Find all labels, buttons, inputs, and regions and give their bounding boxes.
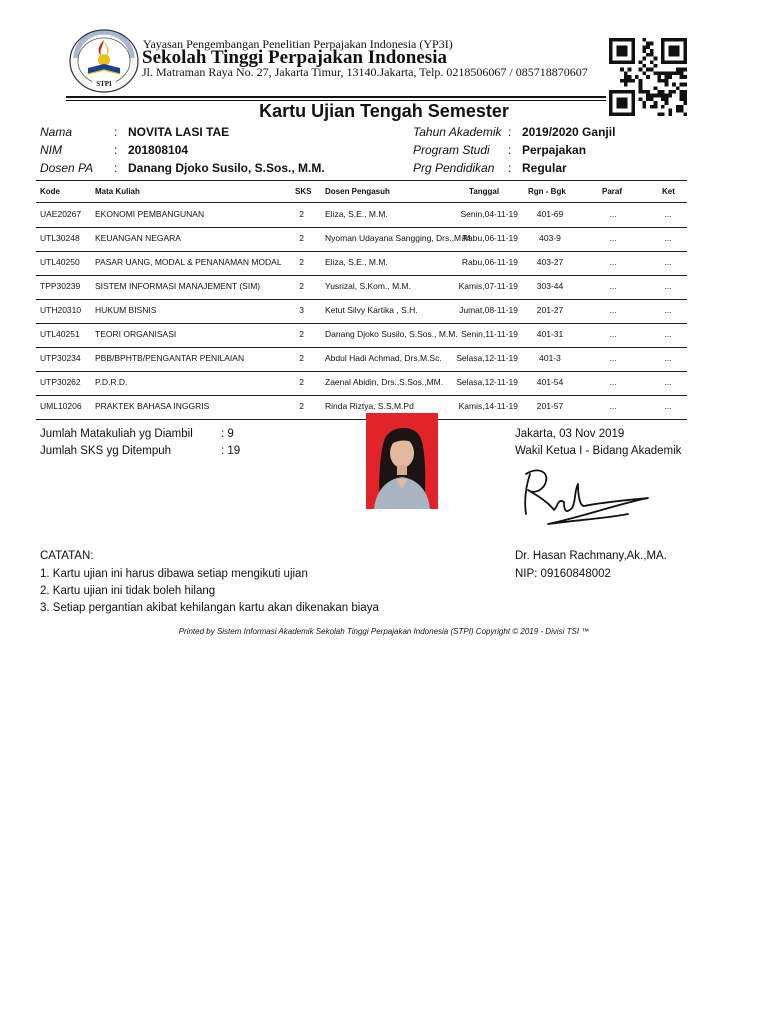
cell-rgn-bgk: 403-9 [539,233,561,243]
nim-value: 201808104 [128,143,189,157]
cell-rgn-bgk: 401-69 [536,209,564,219]
program-studi-label: Program Studi [413,143,490,157]
sks-count-value: : 19 [221,445,241,457]
cell-sks: 2 [299,329,304,339]
table-row-divider [36,419,687,420]
col-mata-kuliah: Mata Kuliah [95,187,140,196]
school-address: Jl. Matraman Raya No. 27, Jakarta Timur, 13140.Jakarta, Telp. 0218506067 / 085718870607 [142,65,588,79]
cell-rgn-bgk: 401-54 [536,377,564,387]
cell-mata-kuliah: PASAR UANG, MODAL & PENANAMAN MODAL [95,257,282,267]
cell-kode: UML10206 [40,401,82,411]
cell-tanggal: Rabu,06-11-19 [461,257,518,267]
note-item: 3. Setiap pergantian akibat kehilangan kartu akan dikenakan biaya [40,602,379,614]
footer-copyright: Printed by Sistem Informasi Akademik Sekolah Tinggi Perpajakan Indonesia (STPI) Copyright © 2019 - Divisi TSI ™ [178,627,590,636]
program-studi-value: Perpajakan [522,143,587,157]
col-ket: Ket [662,187,675,196]
cell-paraf: ... [609,257,617,267]
cell-ket: ... [664,233,672,243]
nama-value: NOVITA LASI TAE [128,125,230,139]
signatory-nip: NIP: 09160848002 [515,568,611,580]
cell-tanggal: Senin,04-11-19 [460,209,518,219]
cell-tanggal: Selasa,12-11-19 [456,377,518,387]
cell-mata-kuliah: EKONOMI PEMBANGUNAN [95,209,205,219]
dosen-pa-value: Danang Djoko Susilo, S.Sos., M.M. [128,161,325,175]
cell-sks: 2 [299,233,304,243]
cell-tanggal: Jumat,08-11-19 [459,305,518,315]
cell-rgn-bgk: 201-27 [536,305,564,315]
col-paraf: Paraf [602,187,623,196]
cell-paraf: ... [609,209,617,219]
matakuliah-count-label: Jumlah Matakuliah yg Diambil [40,428,193,440]
cell-sks: 2 [299,353,304,363]
cell-kode: TPP30239 [40,281,81,291]
cell-mata-kuliah: TEORI ORGANISASI [95,329,177,339]
cell-ket: ... [664,401,672,411]
notes-title: CATATAN: [40,550,94,562]
cell-tanggal: Kamis,07-11-19 [458,281,518,291]
student-photo [366,413,438,509]
cell-dosen-pengasuh: Danang Djoko Susilo, S.Sos., M.M. [325,329,458,339]
cell-ket: ... [664,209,672,219]
cell-dosen-pengasuh: Nyoman Udayana Sangging, Drs.,M.M. [325,233,473,243]
nama-sep: : [114,125,118,139]
cell-kode: UTP30262 [40,377,81,387]
col-rgn-bgk: Rgn - Bgk [528,187,566,196]
cell-mata-kuliah: KEUANGAN NEGARA [95,233,181,243]
cell-ket: ... [664,305,672,315]
cell-mata-kuliah: PRAKTEK BAHASA INGGRIS [95,401,210,411]
foundation-name: Yayasan Pengembangan Penelitian Perpajakan Indonesia (YP3I) [143,37,453,51]
prg-sep: : [508,161,512,175]
table-row-divider [36,299,687,300]
nim-sep: : [114,143,118,157]
tahun-sep: : [508,125,512,139]
note-item: 1. Kartu ujian ini harus dibawa setiap mengikuti ujian [40,568,308,580]
col-sks: SKS [295,187,312,196]
cell-sks: 2 [299,257,304,267]
cell-rgn-bgk: 201-57 [536,401,564,411]
cell-tanggal: Selasa,12-11-19 [456,353,518,363]
logo-text: STPI [96,80,112,88]
dosen-pa-label: Dosen PA [40,161,94,175]
table-row-divider [36,371,687,372]
place-date: Jakarta, 03 Nov 2019 [515,428,625,440]
cell-tanggal: Rabu,06-11-19 [461,233,518,243]
cell-sks: 2 [299,377,304,387]
cell-dosen-pengasuh: Eliza, S.E., M.M. [325,209,388,219]
cell-paraf: ... [609,353,617,363]
col-kode: Kode [40,187,60,196]
col-dosen-pengasuh: Dosen Pengasuh [325,187,390,196]
cell-kode: UTL40251 [40,329,80,339]
cell-mata-kuliah: SISTEM INFORMASI MANAJEMENT (SIM) [95,281,261,291]
cell-mata-kuliah: HUKUM BISNIS [95,305,157,315]
header-divider-thick [66,96,606,98]
stpi-logo-icon [68,28,140,94]
table-row-divider [36,251,687,252]
table-row-divider [36,275,687,276]
cell-paraf: ... [609,401,617,411]
tahun-akademik-label: Tahun Akademik [413,125,502,139]
page-title: Kartu Ujian Tengah Semester [259,101,509,121]
cell-paraf: ... [609,377,617,387]
cell-ket: ... [664,329,672,339]
prg-pendidikan-value: Regular [522,161,567,175]
signatory-position: Wakil Ketua I - Bidang Akademik [515,445,682,457]
cell-ket: ... [664,353,672,363]
table-row-divider [36,323,687,324]
cell-paraf: ... [609,305,617,315]
cell-mata-kuliah: PBB/BPHTB/PENGANTAR PENILAIAN [95,353,245,363]
cell-mata-kuliah: P.D.R.D. [95,377,128,387]
cell-dosen-pengasuh: Eliza, S.E., M.M. [325,257,388,267]
signature-image [508,462,658,542]
cell-rgn-bgk: 401-3 [539,353,561,363]
dosen-pa-sep: : [114,161,118,175]
cell-kode: UTL40250 [40,257,80,267]
cell-dosen-pengasuh: Abdul Hadi Achmad, Drs,M.Sc. [325,353,442,363]
cell-paraf: ... [609,329,617,339]
cell-ket: ... [664,377,672,387]
signatory-name: Dr. Hasan Rachmany,Ak.,MA. [515,550,667,562]
school-name: Sekolah Tinggi Perpajakan Indonesia [142,47,447,68]
cell-dosen-pengasuh: Ketut Silvy Kartika , S.H. [325,305,418,315]
cell-sks: 2 [299,281,304,291]
cell-rgn-bgk: 303-44 [536,281,564,291]
tahun-akademik-value: 2019/2020 Ganjil [522,125,616,139]
table-row-divider [36,347,687,348]
cell-dosen-pengasuh: Rinda Riztya, S.S,M.Pd [325,401,414,411]
prg-pendidikan-label: Prg Pendidikan [413,161,495,175]
table-top-border [36,180,687,181]
cell-paraf: ... [609,281,617,291]
note-item: 2. Kartu ujian ini tidak boleh hilang [40,585,216,597]
cell-dosen-pengasuh: Yusrizal, S.Kom., M.M. [325,281,411,291]
col-tanggal: Tanggal [469,187,500,196]
nama-label: Nama [40,125,73,139]
cell-kode: UAE20267 [40,209,82,219]
cell-rgn-bgk: 401-31 [536,329,564,339]
cell-paraf: ... [609,233,617,243]
table-row-divider [36,227,687,228]
cell-ket: ... [664,257,672,267]
table-header-border [36,202,687,203]
prodi-sep: : [508,143,512,157]
matakuliah-count-value: : 9 [221,428,234,440]
cell-dosen-pengasuh: Zaenal Abidin, Drs.,S.Sos.,MM. [325,377,444,387]
cell-sks: 2 [299,209,304,219]
cell-rgn-bgk: 403-27 [536,257,564,267]
cell-tanggal: Kamis,14-11-19 [458,401,518,411]
table-row-divider [36,395,687,396]
cell-tanggal: Senin,11-11-19 [461,329,518,339]
cell-kode: UTL30248 [40,233,80,243]
cell-kode: UTP30234 [40,353,81,363]
sks-count-label: Jumlah SKS yg Ditempuh [40,445,172,457]
cell-ket: ... [664,281,672,291]
nim-label: NIM [40,143,62,157]
cell-kode: UTH20310 [40,305,82,315]
cell-sks: 3 [299,305,304,315]
cell-sks: 2 [299,401,304,411]
